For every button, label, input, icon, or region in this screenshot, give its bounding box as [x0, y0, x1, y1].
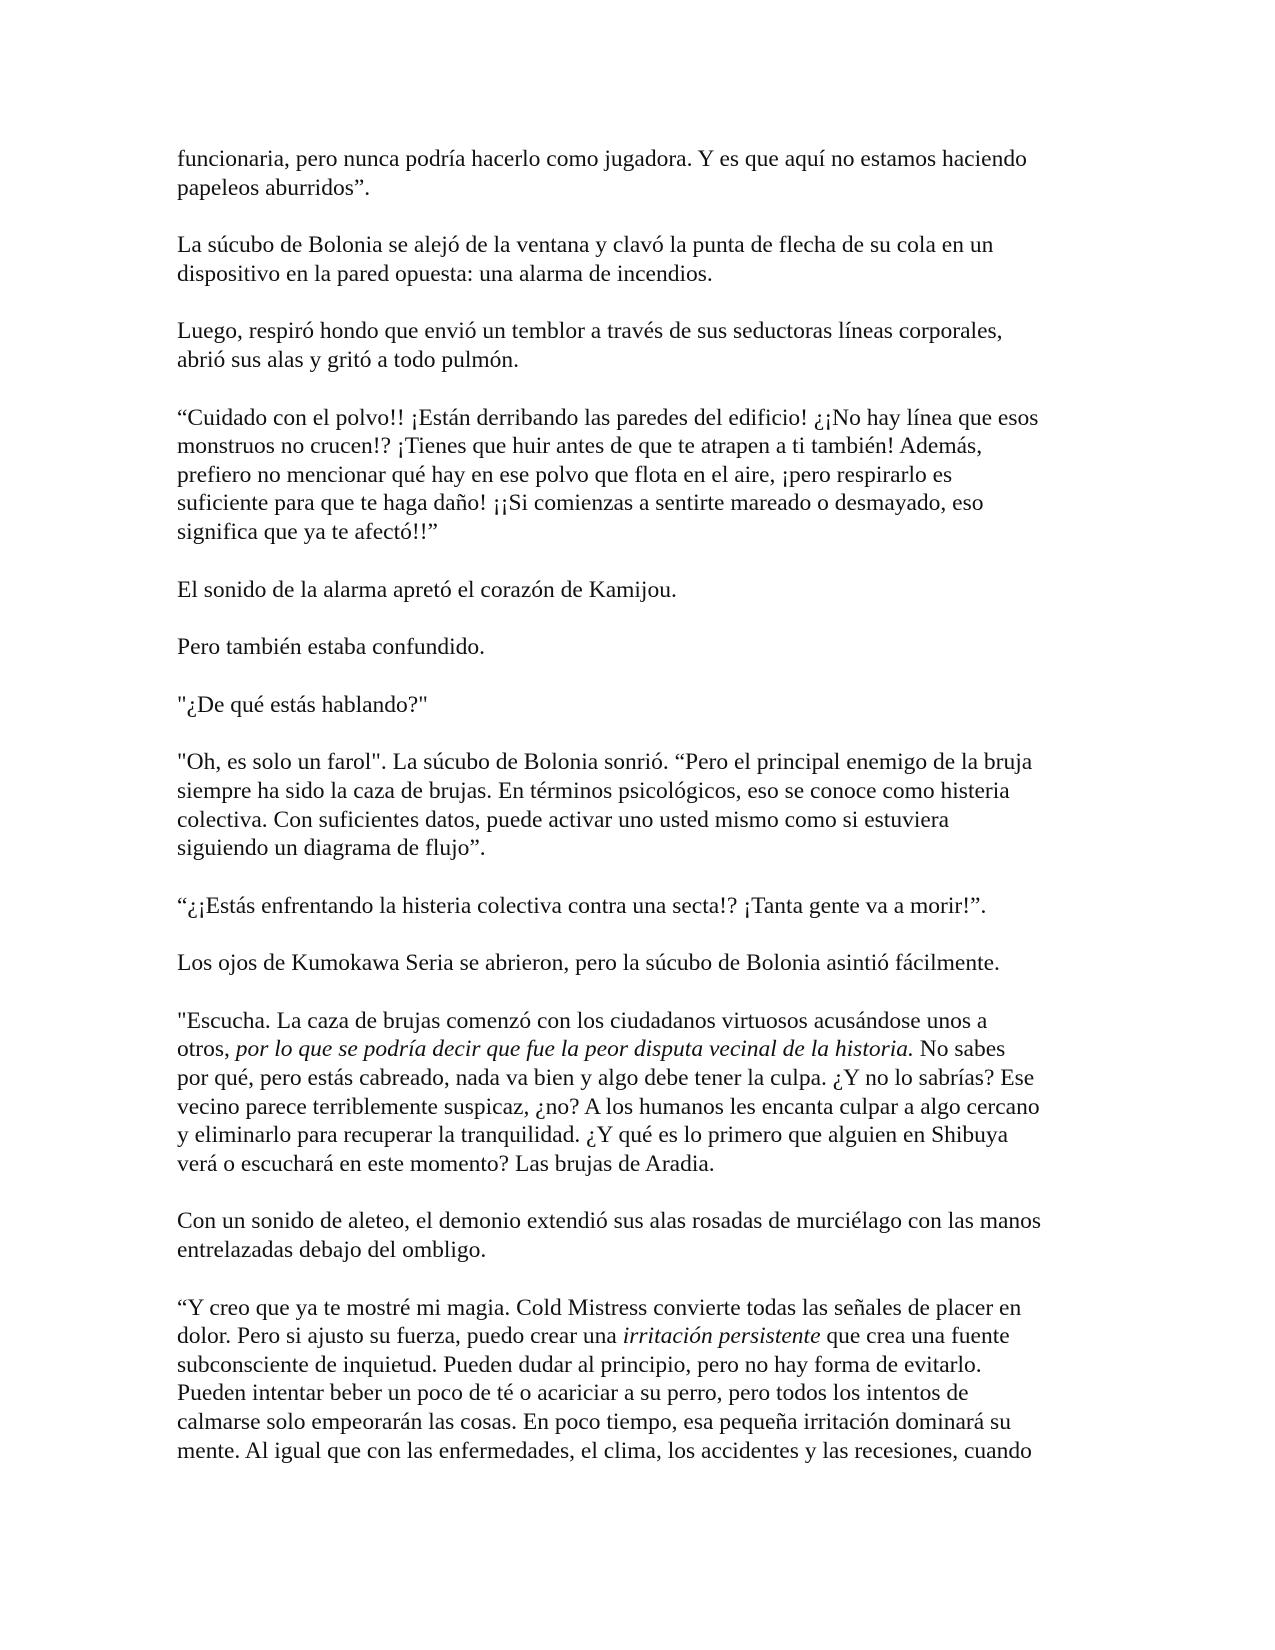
- text-line: vecino parece terriblemente suspicaz, ¿no? A los humanos les encanta culpar a algo cercano: [177, 1093, 1040, 1120]
- text-line: calmarse solo empeorarán las cosas. En poco tiempo, esa pequeña irritación dominará su: [177, 1409, 1011, 1435]
- text-line: subconsciente de inquietud. Pueden dudar al principio, pero no hay forma de evitarlo.: [177, 1351, 982, 1378]
- text-line: "Oh, es solo un farol". La súcubo de Bolonia sonrió. “Pero el principal enemigo de la bruja: [177, 749, 1033, 776]
- text-line: abrió sus alas y gritó a todo pulmón.: [177, 346, 520, 373]
- text-line: El sonido de la alarma apretó el corazón de Kamijou.: [177, 576, 677, 603]
- text-line: “Cuidado con el polvo!! ¡Están derribando las paredes del edificio! ¿¡No hay línea que esos: [177, 404, 1039, 431]
- text-line: La súcubo de Bolonia se alejó de la ventana y clavó la punta de flecha de su cola en un: [177, 232, 994, 259]
- paragraph-7: [177, 691, 1112, 720]
- text-line: "¿De qué estás hablando?": [177, 691, 428, 718]
- text-line: mente. Al igual que con las enfermedades, el clima, los accidentes y las recesiones, cuando: [177, 1437, 1032, 1464]
- paragraph-2: [177, 231, 1112, 288]
- text-line-start: otros,: [177, 1036, 236, 1063]
- text-line: Pero también estaba confundido.: [177, 634, 486, 661]
- italic-text: por lo que se podría decir que fue la peor disputa vecinal de la historia.: [235, 1036, 914, 1063]
- document-page: [177, 145, 1112, 1494]
- paragraph-9: [177, 892, 1112, 921]
- paragraph-4: [177, 404, 1112, 547]
- paragraph-8: [177, 748, 1112, 862]
- paragraph-3: [177, 317, 1112, 374]
- text-line: verá o escuchará en este momento? Las brujas de Aradia.: [177, 1150, 715, 1177]
- text-line: “¿¡Estás enfrentando la histeria colectiva contra una secta!? ¡Tanta gente va a morir!”.: [177, 892, 987, 919]
- text-line: “Y creo que ya te mostré mi magia. Cold Mistress convierte todas las señales de placer en: [177, 1294, 1022, 1321]
- text-line: Pueden intentar beber un poco de té o acariciar a su perro, pero todos los intentos de: [177, 1380, 969, 1407]
- text-line: papeleos aburridos”.: [177, 174, 371, 201]
- text-line: Luego, respiró hondo que envió un temblor a través de sus seductoras líneas corporales,: [177, 318, 1003, 345]
- paragraph-6: [177, 633, 1112, 662]
- text-line: significa que ya te afectó!!”: [177, 518, 438, 545]
- italic-text: irritación persistente: [622, 1323, 821, 1350]
- paragraph-11: [177, 1007, 1112, 1179]
- text-line-end: No sabes: [913, 1036, 1006, 1063]
- text-line: colectiva. Con suficientes datos, puede activar uno usted mismo como si estuviera: [177, 806, 950, 833]
- text-line-start: dolor. Pero si ajusto su fuerza, puedo crear una: [177, 1323, 623, 1350]
- text-line: prefiero no mencionar qué hay en ese polvo que flota en el aire, ¡pero respirarlo es: [177, 461, 953, 488]
- text-line: siguiendo un diagrama de flujo”.: [177, 835, 486, 862]
- text-line: Los ojos de Kumokawa Seria se abrieron, pero la súcubo de Bolonia asintió fácilmente.: [177, 950, 1000, 977]
- text-line-end: que crea una fuente: [820, 1323, 1010, 1350]
- text-line: dispositivo en la pared opuesta: una alarma de incendios.: [177, 260, 713, 287]
- paragraph-12: [177, 1207, 1112, 1264]
- text-line: "Escucha. La caza de brujas comenzó con los ciudadanos virtuosos acusándose unos a: [177, 1007, 988, 1034]
- text-line: por qué, pero estás cabreado, nada va bien y algo debe tener la culpa. ¿Y no lo sabrías? Ese: [177, 1065, 1035, 1092]
- text-line: Con un sonido de aleteo, el demonio extendió sus alas rosadas de murciélago con las manos: [177, 1208, 1042, 1235]
- text-line: suficiente para que te haga daño! ¡¡Si comienzas a sentirte mareado o desmayado, eso: [177, 490, 984, 517]
- paragraph-5: [177, 576, 1112, 605]
- paragraph-13: [177, 1294, 1112, 1466]
- text-line: y eliminarlo para recuperar la tranquilidad. ¿Y qué es lo primero que alguien en Shibuya: [177, 1122, 1009, 1149]
- text-line: entrelazadas debajo del ombligo.: [177, 1237, 487, 1264]
- text-line: siempre ha sido la caza de brujas. En términos psicológicos, eso se conoce como histeria: [177, 777, 1010, 804]
- paragraph-1: [177, 145, 1112, 202]
- paragraph-10: [177, 949, 1112, 978]
- text-line: monstruos no crucen!? ¡Tienes que huir antes de que te atrapen a ti también! Además,: [177, 433, 983, 460]
- text-line: funcionaria, pero nunca podría hacerlo como jugadora. Y es que aquí no estamos haciendo: [177, 146, 1027, 172]
